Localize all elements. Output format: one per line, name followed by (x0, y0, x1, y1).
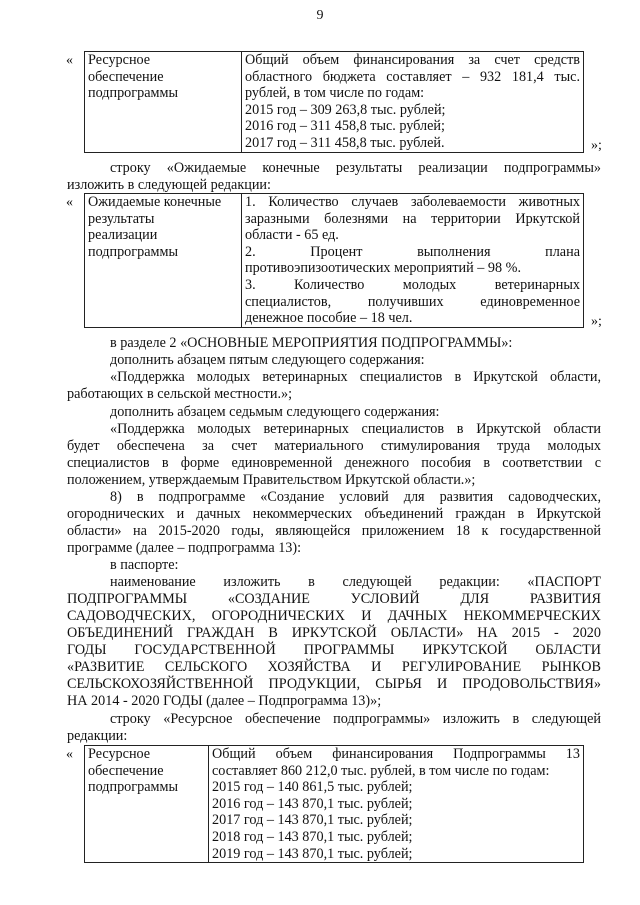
value-line: 2016 год – 311 458,8 тыс. рублей; (245, 118, 445, 135)
paragraph-line: наименование изложить в следующей редакции: «ПАСПОРТ (110, 574, 601, 590)
label-line: подпрограммы (88, 779, 178, 796)
open-quote: « (66, 195, 73, 210)
paragraph-line: редакции: (67, 728, 128, 744)
paragraph-line: дополнить абзацем пятым следующего содержания: (110, 352, 425, 368)
value-line: 2017 год – 143 870,1 тыс. рублей; (212, 812, 413, 829)
label-line: Ожидаемые конечные (88, 194, 222, 210)
label-line: результаты (88, 210, 155, 227)
paragraph-line: строку «Ожидаемые конечные результаты реализации подпрограммы» (110, 160, 601, 176)
value-line: 2015 год – 309 263,8 тыс. рублей; (245, 101, 446, 118)
results-table (84, 193, 584, 328)
label-line: обеспечение (88, 68, 164, 85)
resource-table-2 (84, 745, 584, 863)
paragraph-line: ПОДПРОГРАММЫ «СОЗДАНИЕ УСЛОВИЙ ДЛЯ РАЗВИТИЯ (67, 591, 601, 607)
paragraph-line: «РАЗВИТИЕ СЕЛЬСКОГО ХОЗЯЙСТВА И РЕГУЛИРОВАНИЕ РЫНКОВ (67, 659, 601, 675)
paragraph-line: будет обеспечена за счет материального стимулирования труда молодых (67, 438, 601, 454)
value-line: рублей, в том числе по годам: (245, 85, 425, 102)
paragraph-line: программе (далее – подпрограмма 13): (67, 540, 302, 556)
value-line: 2018 год – 143 870,1 тыс. рублей; (212, 828, 413, 845)
paragraph-line: дополнить абзацем седьмым следующего содержания: (110, 404, 440, 420)
value-line: специалистов, получивших единовременное (245, 293, 580, 310)
close-quote: »; (591, 314, 602, 329)
value-line: 2015 год – 140 861,5 тыс. рублей; (212, 779, 413, 796)
value-line: составляет 860 212,0 тыс. рублей, в том числе по годам: (212, 762, 550, 779)
paragraph-line: СЕЛЬСКОХОЗЯЙСТВЕННОЙ ПРОДУКЦИИ, СЫРЬЯ И ПРОДОВОЛЬСТВИЯ» (67, 676, 601, 692)
label-line: Ресурсное (88, 52, 151, 68)
label-line: обеспечение (88, 762, 164, 779)
paragraph-line: области» на 2015-2020 годы, являющейся приложением 18 к государственной (67, 523, 601, 539)
value-line: 2016 год – 143 870,1 тыс. рублей; (212, 795, 413, 812)
value-line: Общий объем финансирования Подпрограммы 13 (212, 746, 580, 762)
paragraph-line: огороднических и дачных некоммерческих объединений граждан в Иркутской (67, 506, 601, 522)
results-value-cell (242, 194, 584, 328)
value-line: 2017 год – 311 458,8 тыс. рублей. (245, 134, 445, 151)
value-line: 2. Процент выполнения плана (245, 243, 580, 260)
results-label-cell (85, 194, 242, 328)
label-line: Ресурсное (88, 746, 151, 762)
resource-value-cell (242, 52, 584, 153)
paragraph-line: специалистов в форме единовременной денежного пособия в соответствии с (67, 455, 601, 471)
value-line: заразными болезнями на территории Иркутской (245, 210, 580, 227)
value-line: денежное пособие – 18 чел. (245, 310, 413, 327)
paragraph-line: ГОДЫ ГОСУДАРСТВЕННОЙ ПРОГРАММЫ ИРКУТСКОЙ ОБЛАСТИ (67, 642, 601, 658)
paragraph-line: НА 2014 - 2020 ГОДЫ (далее – Подпрограмма 13)»; (67, 693, 382, 709)
open-quote: « (66, 747, 73, 762)
close-quote: »; (591, 138, 602, 153)
paragraph-line: положением, утверждаемым Правительством Иркутской области.»; (67, 472, 476, 488)
resource-label-cell (85, 52, 242, 153)
value-line: 2019 год – 143 870,1 тыс. рублей; (212, 845, 413, 862)
page-number: 9 (316, 8, 324, 23)
paragraph-line: в разделе 2 «ОСНОВНЫЕ МЕРОПРИЯТИЯ ПОДПРОГРАММЫ»: (110, 335, 513, 351)
label-line: подпрограммы (88, 85, 178, 102)
paragraph-line: «Поддержка молодых ветеринарных специалистов в Иркутской области (110, 421, 601, 437)
paragraph-line: в паспорте: (110, 557, 179, 573)
value-line: Общий объем финансирования за счет средств (245, 52, 580, 68)
paragraph-line: САДОВОДЧЕСКИХ, ОГОРОДНИЧЕСКИХ И ДАЧНЫХ НЕКОММЕРЧЕСКИХ (67, 608, 601, 624)
value-line: 3. Количество молодых ветеринарных (245, 276, 580, 293)
paragraph-line: изложить в следующей редакции: (67, 177, 271, 193)
paragraph-line: строку «Ресурсное обеспечение подпрограммы» изложить в следующей (110, 711, 601, 727)
label-line: подпрограммы (88, 243, 178, 260)
resource-table-1 (84, 51, 584, 153)
value-line: областного бюджета составляет – 932 181,4 тыс. (245, 68, 580, 85)
value-line: противоэпизоотических мероприятий – 98 %. (245, 260, 521, 277)
resource-label-cell (85, 746, 209, 863)
resource-value-cell (209, 746, 584, 863)
label-line: реализации (88, 227, 158, 244)
paragraph-line: ОБЪЕДИНЕНИЙ ГРАЖДАН В ИРКУТСКОЙ ОБЛАСТИ» НА 2015 - 2020 (67, 625, 601, 641)
paragraph-line: работающих в сельской местности.»; (67, 386, 293, 402)
paragraph-line: 8) в подпрограмме «Создание условий для развития садоводческих, (110, 489, 601, 505)
value-line: 1. Количество случаев заболеваемости животных (245, 194, 580, 210)
value-line: области - 65 ед. (245, 227, 339, 244)
open-quote: « (66, 53, 73, 68)
paragraph-line: «Поддержка молодых ветеринарных специалистов в Иркутской области, (110, 369, 601, 385)
